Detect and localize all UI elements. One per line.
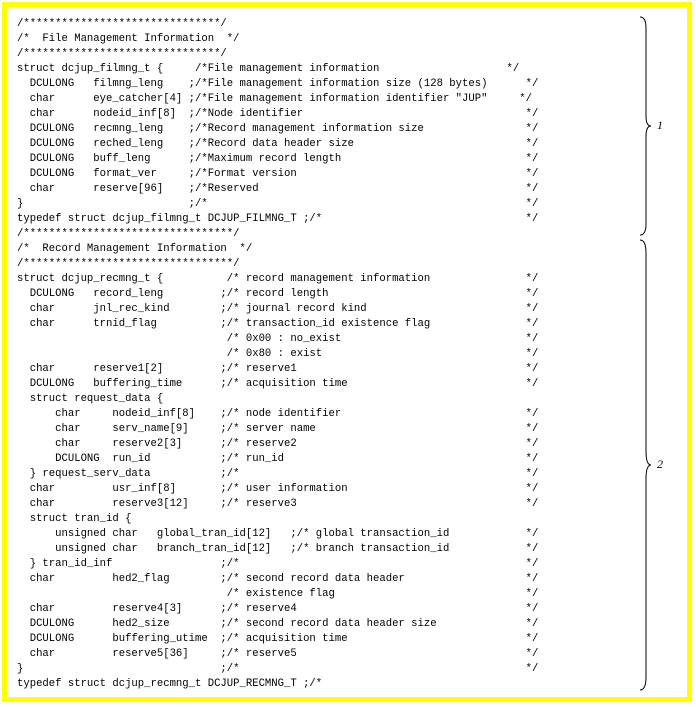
code-line: DCULONG buff_leng ;/*Maximum record length */ <box>17 153 539 165</box>
brace-label-2: 2 <box>657 457 663 471</box>
code-line: DCULONG record_leng ;/* record length */ <box>17 288 539 300</box>
code-line: char usr_inf[8] ;/* user information */ <box>17 483 539 495</box>
code-line: struct dcjup_filmng_t { /*File management information */ <box>17 63 520 75</box>
code-line: char reserve3[12] ;/* reserve3 */ <box>17 498 539 510</box>
code-line: char reserve4[3] ;/* reserve4 */ <box>17 603 539 615</box>
code-line: DCULONG filmng_leng ;/*File management information size (128 bytes) */ <box>17 78 539 90</box>
code-line: DCULONG run_id ;/* run_id */ <box>17 453 539 465</box>
code-line: char serv_name[9] ;/* server name */ <box>17 423 539 435</box>
code-line: } request_serv_data ;/* */ <box>17 468 539 480</box>
code-line: DCULONG format_ver ;/*Format version */ <box>17 168 539 180</box>
code-line: /*******************************/ <box>17 48 227 60</box>
code-line: char hed2_flag ;/* second record data header */ <box>17 573 539 585</box>
code-line: struct tran_id { <box>17 513 132 525</box>
code-line: char reserve5[36] ;/* reserve5 */ <box>17 648 539 660</box>
code-line: char reserve[96] ;/*Reserved */ <box>17 183 539 195</box>
code-line: /* 0x80 : exist */ <box>17 348 539 360</box>
code-line: } ;/* */ <box>17 663 539 675</box>
brace-label-1: 1 <box>657 118 663 132</box>
code-listing-frame <box>2 2 692 702</box>
code-line: unsigned char global_tran_id[12] ;/* global transaction_id */ <box>17 528 539 540</box>
code-line: DCULONG buffering_time ;/* acquisition time */ <box>17 378 539 390</box>
code-line: /* existence flag */ <box>17 588 539 600</box>
code-line: typedef struct dcjup_recmng_t DCJUP_RECMNG_T ;/* <box>17 678 323 690</box>
code-line: char eye_catcher[4] ;/*File management information identifier "JUP" */ <box>17 93 532 105</box>
code-line: /* Record Management Information */ <box>17 243 253 255</box>
code-line: } tran_id_inf ;/* */ <box>17 558 539 570</box>
code-line: /* File Management Information */ <box>17 33 240 45</box>
code-line: char reserve2[3] ;/* reserve2 */ <box>17 438 539 450</box>
code-line: char nodeid_inf[8] ;/* node identifier */ <box>17 408 539 420</box>
code-line: typedef struct dcjup_filmng_t DCJUP_FILMNG_T ;/* */ <box>17 213 539 225</box>
code-line: /* 0x00 : no_exist */ <box>17 333 539 345</box>
code-line: char trnid_flag ;/* transaction_id existence flag */ <box>17 318 539 330</box>
code-line: /*******************************/ <box>17 18 227 30</box>
code-line: char nodeid_inf[8] ;/*Node identifier */ <box>17 108 539 120</box>
code-listing <box>17 17 538 692</box>
code-line: char reserve1[2] ;/* reserve1 */ <box>17 363 539 375</box>
brace-1 <box>639 16 653 236</box>
code-line: /*********************************/ <box>17 258 240 270</box>
brace-2 <box>639 239 653 691</box>
code-line: /*********************************/ <box>17 228 240 240</box>
code-line: } ;/* */ <box>17 198 539 210</box>
code-line: struct request_data { <box>17 393 164 405</box>
code-line: DCULONG buffering_utime ;/* acquisition time */ <box>17 633 539 645</box>
code-line: struct dcjup_recmng_t { /* record management information */ <box>17 273 539 285</box>
code-line: unsigned char branch_tran_id[12] ;/* branch transaction_id */ <box>17 543 539 555</box>
code-line: DCULONG hed2_size ;/* second record data header size */ <box>17 618 539 630</box>
code-line: DCULONG reched_leng ;/*Record data header size */ <box>17 138 539 150</box>
code-line: char jnl_rec_kind ;/* journal record kind */ <box>17 303 539 315</box>
code-line: DCULONG recmng_leng ;/*Record management information size */ <box>17 123 539 135</box>
